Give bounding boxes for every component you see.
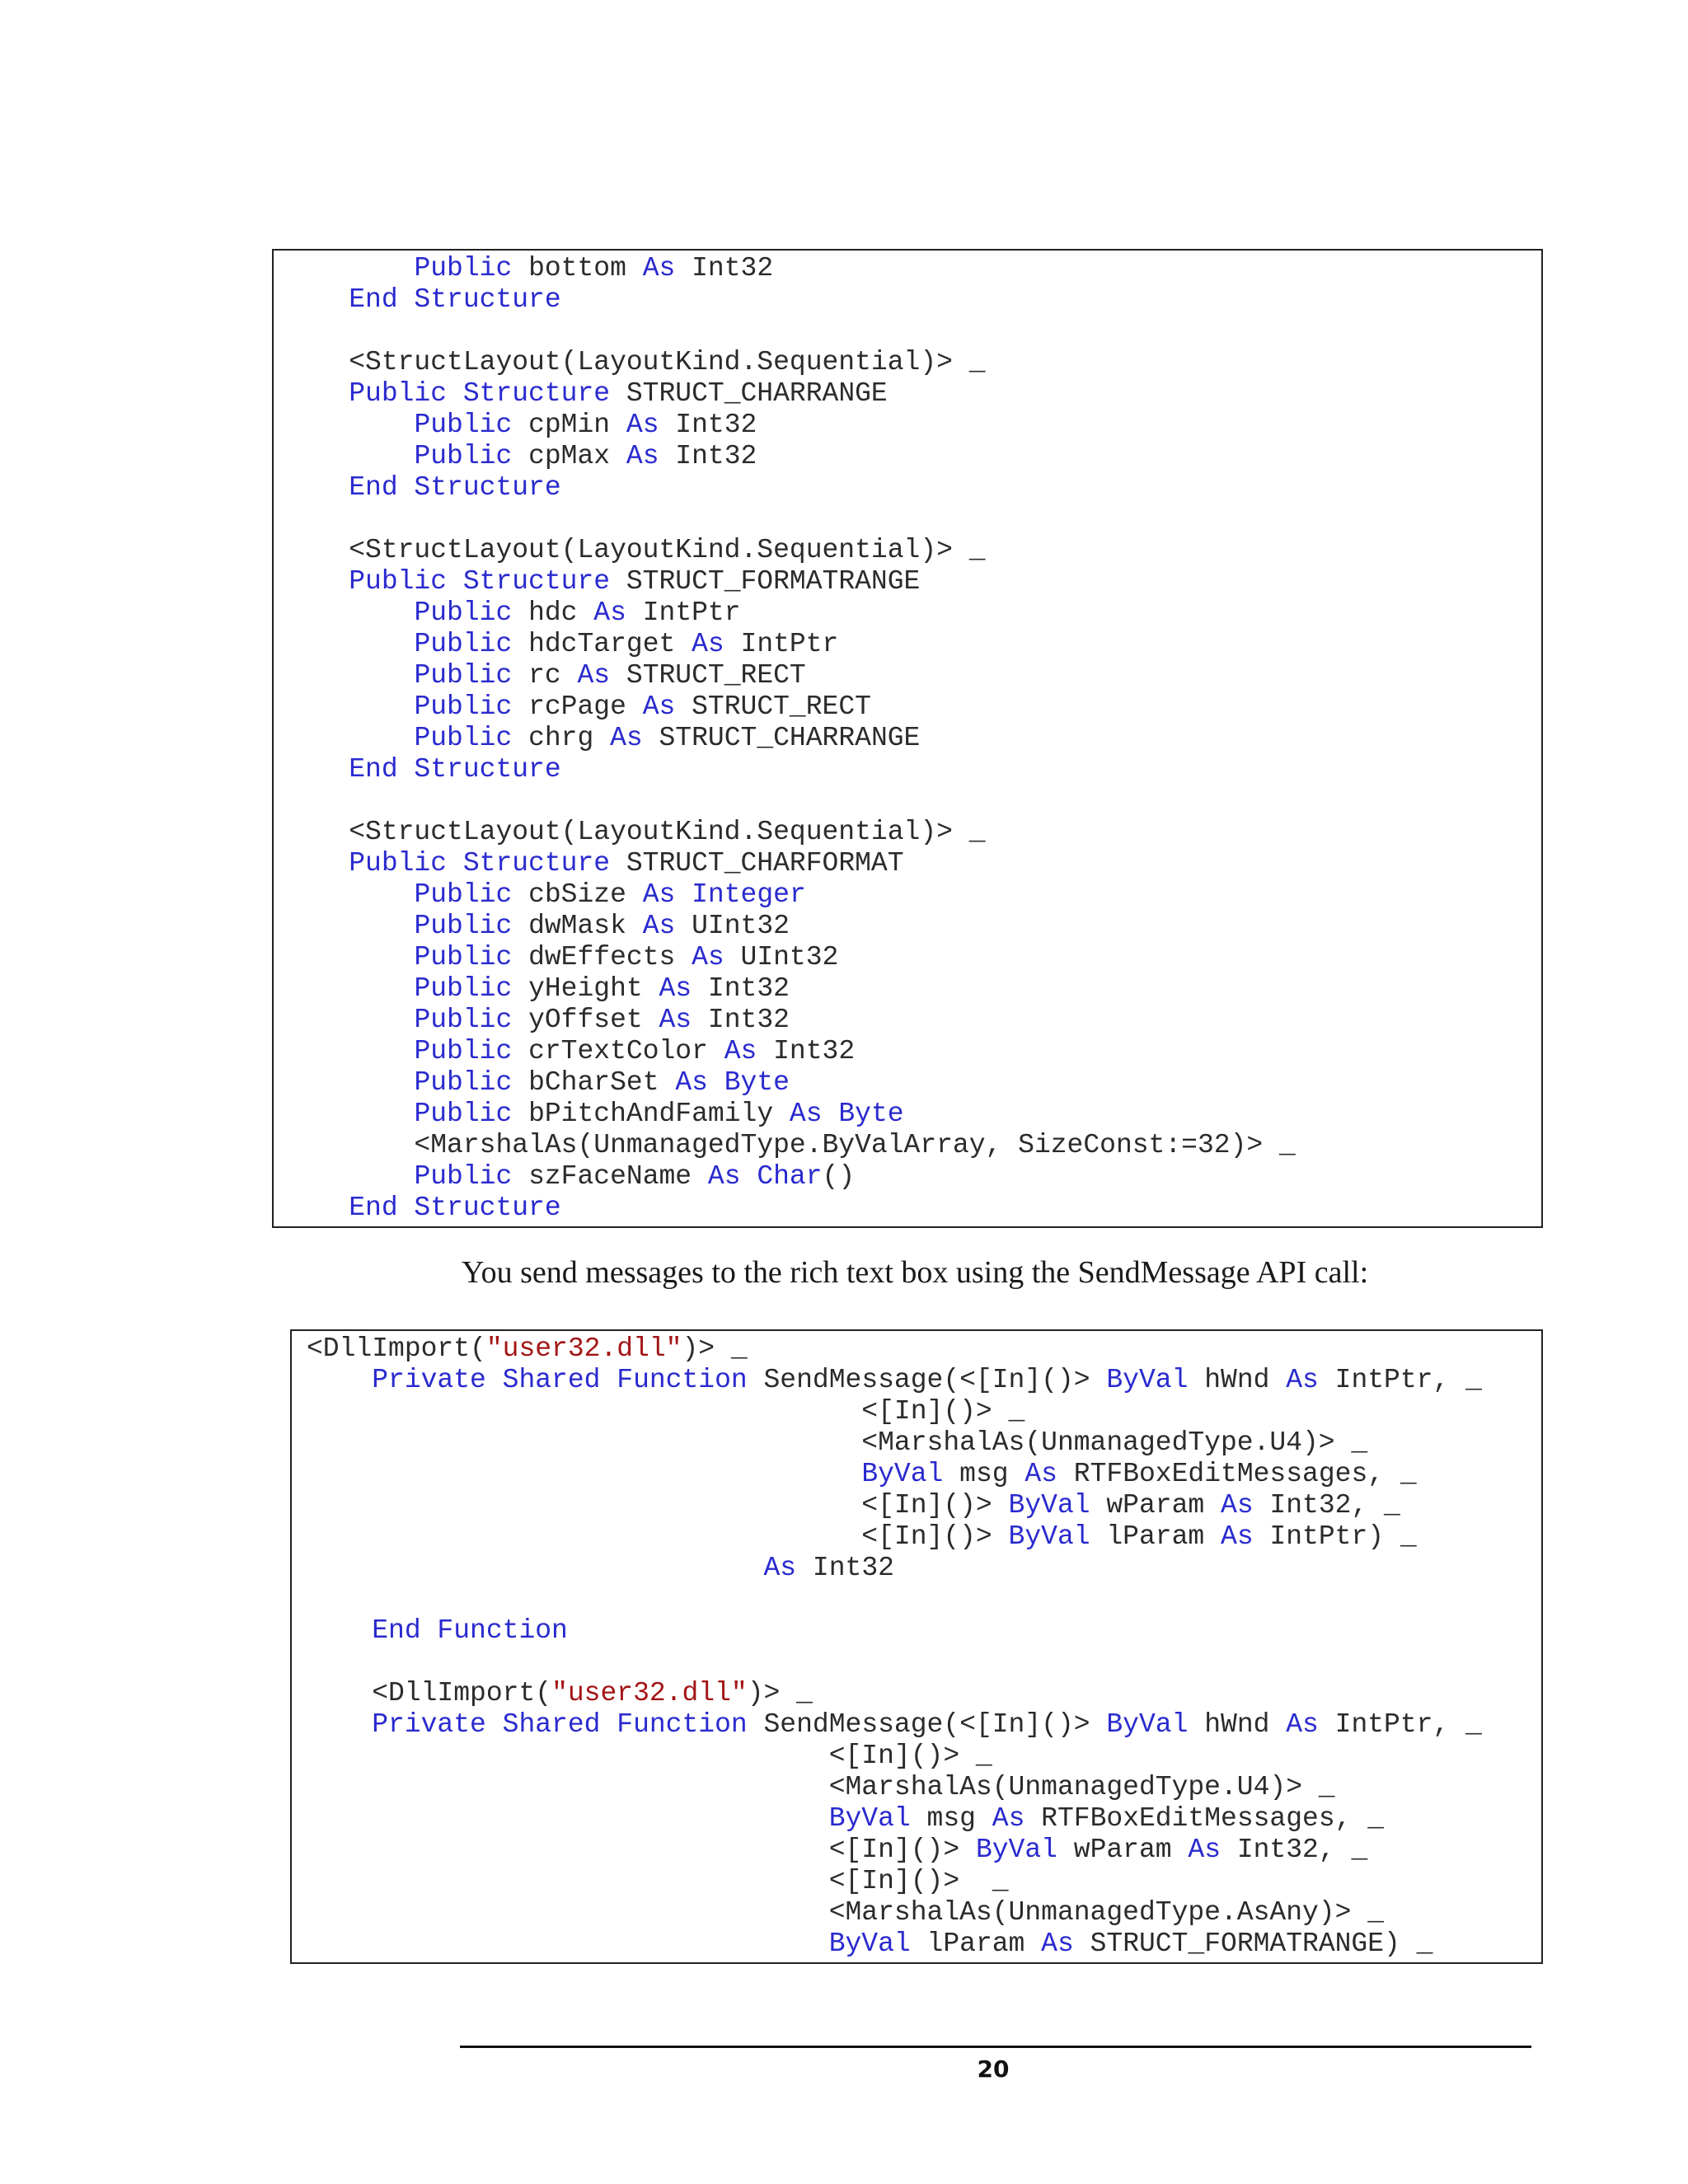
code-token-plain: bPitchAndFamily bbox=[512, 1099, 790, 1129]
code-line bbox=[284, 911, 1296, 942]
code-token-plain: <StructLayout(LayoutKind.Sequential)> _ bbox=[284, 347, 986, 377]
code-token-plain: rcPage bbox=[512, 691, 643, 722]
code-line bbox=[307, 1741, 1482, 1772]
code-token-keyword: As bbox=[593, 598, 626, 628]
code-line bbox=[284, 1099, 1296, 1130]
footer-divider bbox=[460, 2046, 1531, 2048]
code-line bbox=[284, 1005, 1296, 1036]
code-token-keyword: As bbox=[1025, 1459, 1057, 1489]
code-token-keyword: End Structure bbox=[349, 1193, 561, 1223]
code-line bbox=[284, 785, 1296, 817]
code-token-keyword: As bbox=[577, 660, 611, 691]
code-token-plain: STRUCT_CHARRANGE bbox=[610, 378, 888, 409]
code-token-keyword: Public Structure bbox=[349, 848, 611, 879]
code-token-plain bbox=[284, 566, 349, 597]
code-token-plain: crTextColor bbox=[512, 1036, 724, 1066]
code-token-plain: UInt32 bbox=[675, 911, 790, 941]
code-token-plain bbox=[284, 1193, 349, 1223]
code-token-keyword: ByVal bbox=[1106, 1709, 1189, 1740]
code-token-keyword: Public bbox=[414, 1161, 513, 1192]
code-line bbox=[284, 1161, 1296, 1193]
code-token-keyword: Public bbox=[414, 441, 513, 471]
code-token-plain bbox=[284, 1005, 414, 1035]
code-line bbox=[284, 879, 1296, 911]
code-line bbox=[284, 378, 1296, 410]
code-line bbox=[284, 942, 1296, 973]
code-token-keyword: End Structure bbox=[349, 754, 561, 785]
code-token-plain: <StructLayout(LayoutKind.Sequential)> _ bbox=[284, 535, 986, 565]
code-token-keyword: End Structure bbox=[349, 284, 561, 315]
code-line bbox=[284, 566, 1296, 598]
code-token-keyword: ByVal bbox=[1106, 1365, 1189, 1395]
code-token-keyword: Public bbox=[414, 1005, 513, 1035]
code-line bbox=[284, 1067, 1296, 1099]
code-line bbox=[284, 347, 1296, 378]
code-token-plain: <[In]()> bbox=[307, 1835, 976, 1865]
code-line bbox=[307, 1553, 1482, 1584]
code-token-plain bbox=[823, 1099, 839, 1129]
code-token-plain bbox=[307, 1615, 372, 1646]
code-token-plain bbox=[675, 879, 692, 910]
code-line bbox=[284, 410, 1296, 441]
code-line bbox=[307, 1615, 1482, 1647]
code-token-plain: hWnd bbox=[1188, 1709, 1287, 1740]
code-token-plain bbox=[284, 629, 414, 659]
code-token-plain: Int32 bbox=[659, 441, 757, 471]
code-token-plain: lParam bbox=[910, 1929, 1042, 1959]
code-token-plain: bottom bbox=[512, 253, 643, 284]
code-token-plain: <MarshalAs(UnmanagedType.U4)> _ bbox=[307, 1427, 1368, 1458]
code-token-plain: <[In]()> bbox=[307, 1521, 1009, 1552]
code-token-keyword: Public bbox=[414, 691, 513, 722]
code-token-type: Byte bbox=[724, 1067, 790, 1098]
code-listing-sendmessage bbox=[290, 1329, 1543, 1964]
code-token-keyword: Public bbox=[414, 723, 513, 753]
code-token-plain: SendMessage(<[In]()> bbox=[747, 1709, 1107, 1740]
code-line bbox=[307, 1647, 1482, 1678]
code-token-plain bbox=[284, 472, 349, 503]
code-token-plain: dwMask bbox=[512, 911, 643, 941]
code-token-plain: Int32, _ bbox=[1253, 1490, 1400, 1521]
code-line bbox=[284, 472, 1296, 504]
code-token-plain: hdc bbox=[512, 598, 594, 628]
code-token-type: Byte bbox=[838, 1099, 904, 1129]
code-token-plain: <StructLayout(LayoutKind.Sequential)> _ bbox=[284, 817, 986, 847]
code-line bbox=[284, 723, 1296, 754]
code-token-plain: dwEffects bbox=[512, 942, 692, 972]
code-token-plain: <MarshalAs(UnmanagedType.AsAny)> _ bbox=[307, 1897, 1385, 1928]
code-token-keyword: ByVal bbox=[975, 1835, 1057, 1865]
code-token-plain: IntPtr bbox=[724, 629, 839, 659]
code-token-plain: <DllImport( bbox=[307, 1333, 486, 1364]
code-line bbox=[284, 1036, 1296, 1067]
code-token-keyword: Public bbox=[414, 410, 513, 440]
page-number: 20 bbox=[977, 2055, 1010, 2083]
code-line bbox=[284, 535, 1296, 566]
code-token-keyword: As bbox=[675, 1067, 708, 1098]
code-token-keyword: Public Structure bbox=[349, 378, 611, 409]
code-token-plain: STRUCT_CHARRANGE bbox=[642, 723, 921, 753]
code-line bbox=[284, 441, 1296, 472]
code-line bbox=[307, 1709, 1482, 1741]
code-line bbox=[284, 754, 1296, 785]
code-token-plain: <[In]()> bbox=[307, 1490, 1009, 1521]
code-token-keyword: As bbox=[1221, 1490, 1254, 1521]
code-token-plain: cbSize bbox=[512, 879, 643, 910]
code-token-plain: cpMin bbox=[512, 410, 626, 440]
code-token-keyword: Private Shared Function bbox=[372, 1709, 748, 1740]
code-token-plain: () bbox=[822, 1161, 856, 1192]
code-token-plain: yOffset bbox=[512, 1005, 659, 1035]
code-token-plain: STRUCT_RECT bbox=[610, 660, 806, 691]
code-line bbox=[284, 1130, 1296, 1161]
code-token-keyword: End Structure bbox=[349, 472, 561, 503]
code-token-plain bbox=[284, 1099, 414, 1129]
code-token-plain: STRUCT_RECT bbox=[675, 691, 871, 722]
code-token-plain: Int32 bbox=[757, 1036, 856, 1066]
code-line bbox=[307, 1772, 1482, 1803]
code-line bbox=[307, 1929, 1482, 1960]
code-line bbox=[307, 1427, 1482, 1459]
code-line bbox=[284, 253, 1296, 284]
code-token-keyword: ByVal bbox=[1008, 1521, 1090, 1552]
code-token-plain bbox=[284, 911, 414, 941]
body-paragraph: You send messages to the rich text box using the SendMessage API call: bbox=[462, 1255, 1369, 1290]
code-token-type: Char bbox=[757, 1161, 823, 1192]
code-line bbox=[307, 1459, 1482, 1490]
code-token-plain: cpMax bbox=[512, 441, 626, 471]
code-token-plain bbox=[284, 691, 414, 722]
code-line bbox=[284, 848, 1296, 879]
code-token-keyword: As bbox=[626, 410, 659, 440]
code-token-keyword: As bbox=[659, 1005, 692, 1035]
code-token-plain bbox=[284, 253, 414, 284]
code-token-plain: IntPtr, _ bbox=[1318, 1365, 1482, 1395]
code-token-plain: STRUCT_FORMATRANGE bbox=[610, 566, 921, 597]
code-token-plain bbox=[284, 754, 349, 785]
code-token-plain: Int32 bbox=[692, 973, 790, 1004]
code-token-keyword: Public bbox=[414, 598, 513, 628]
code-line bbox=[307, 1333, 1482, 1365]
code-token-plain: IntPtr bbox=[626, 598, 741, 628]
code-token-keyword: Public bbox=[414, 1036, 513, 1066]
code-token-keyword: Public bbox=[414, 911, 513, 941]
code-token-plain: msg bbox=[910, 1803, 992, 1834]
code-token-plain bbox=[307, 1365, 372, 1395]
code-token-plain: )> _ bbox=[747, 1678, 813, 1708]
code-line bbox=[307, 1897, 1482, 1929]
code-token-plain: wParam bbox=[1090, 1490, 1221, 1521]
code-token-plain bbox=[307, 1459, 861, 1489]
code-token-plain: szFaceName bbox=[512, 1161, 708, 1192]
code-token-keyword: Public bbox=[414, 1099, 513, 1129]
code-token-plain: UInt32 bbox=[724, 942, 839, 972]
code-token-plain bbox=[284, 879, 414, 910]
code-token-keyword: Public Structure bbox=[349, 566, 611, 597]
code-line bbox=[284, 629, 1296, 660]
code-token-plain: msg bbox=[943, 1459, 1025, 1489]
code-token-plain: chrg bbox=[512, 723, 611, 753]
code-token-plain bbox=[307, 1553, 764, 1583]
code-token-string: "user32.dll" bbox=[551, 1678, 748, 1708]
code-token-keyword: As bbox=[626, 441, 659, 471]
code-token-plain: <MarshalAs(UnmanagedType.ByValArray, SizeConst:=32)> _ bbox=[284, 1130, 1296, 1160]
code-token-plain: SendMessage(<[In]()> bbox=[747, 1365, 1107, 1395]
code-token-plain bbox=[284, 660, 414, 691]
code-token-keyword: As bbox=[642, 691, 676, 722]
code-token-plain bbox=[284, 942, 414, 972]
code-token-plain: STRUCT_FORMATRANGE) _ bbox=[1073, 1929, 1433, 1959]
code-token-keyword: As bbox=[992, 1803, 1025, 1834]
code-token-plain bbox=[284, 441, 414, 471]
code-token-keyword: Public bbox=[414, 253, 513, 284]
code-token-keyword: As bbox=[692, 942, 724, 972]
code-line bbox=[307, 1365, 1482, 1396]
code-token-plain: <[In]()> _ bbox=[307, 1396, 1025, 1427]
code-listing-structures bbox=[272, 249, 1543, 1228]
code-token-keyword: As bbox=[1188, 1835, 1221, 1865]
code-line bbox=[307, 1678, 1482, 1709]
code-token-plain bbox=[307, 1709, 372, 1740]
code-token-plain: hdcTarget bbox=[512, 629, 692, 659]
code-token-plain bbox=[284, 378, 349, 409]
code-token-keyword: As bbox=[642, 911, 676, 941]
code-token-keyword: As bbox=[610, 723, 643, 753]
code-token-keyword: Public bbox=[414, 942, 513, 972]
code-token-plain: wParam bbox=[1057, 1835, 1189, 1865]
code-token-plain: <[In]()> _ bbox=[307, 1741, 992, 1771]
code-line bbox=[307, 1396, 1482, 1427]
code-token-string: "user32.dll" bbox=[485, 1333, 682, 1364]
code-token-keyword: As bbox=[1286, 1365, 1319, 1395]
code-token-plain: Int32 bbox=[692, 1005, 790, 1035]
code-token-plain bbox=[284, 1161, 414, 1192]
code-line bbox=[307, 1490, 1482, 1521]
code-token-plain bbox=[307, 1803, 829, 1834]
code-token-keyword: Public bbox=[414, 973, 513, 1004]
code-token-plain: )> _ bbox=[682, 1333, 748, 1364]
code-token-keyword: Public bbox=[414, 629, 513, 659]
code-token-keyword: As bbox=[789, 1099, 823, 1129]
code-token-plain bbox=[284, 973, 414, 1004]
code-line bbox=[284, 316, 1296, 347]
code-token-plain: Int32, _ bbox=[1221, 1835, 1368, 1865]
code-token-plain: Int32 bbox=[796, 1553, 894, 1583]
code-line bbox=[307, 1866, 1482, 1897]
code-token-keyword: Public bbox=[414, 660, 513, 691]
code-block bbox=[307, 1333, 1482, 1960]
code-token-plain: <DllImport( bbox=[307, 1678, 552, 1708]
code-token-plain: STRUCT_CHARFORMAT bbox=[610, 848, 904, 879]
code-token-plain: IntPtr, _ bbox=[1318, 1709, 1482, 1740]
code-token-plain: lParam bbox=[1090, 1521, 1221, 1552]
code-token-keyword: As bbox=[724, 1036, 757, 1066]
code-token-plain: hWnd bbox=[1188, 1365, 1287, 1395]
code-token-keyword: As bbox=[1221, 1521, 1254, 1552]
code-token-plain bbox=[741, 1161, 757, 1192]
code-token-type: Integer bbox=[692, 879, 806, 910]
code-token-keyword: As bbox=[692, 629, 724, 659]
code-token-plain bbox=[284, 723, 414, 753]
code-token-keyword: As bbox=[763, 1553, 797, 1583]
code-token-keyword: As bbox=[642, 879, 676, 910]
code-token-plain bbox=[284, 848, 349, 879]
code-token-plain bbox=[284, 598, 414, 628]
code-line bbox=[307, 1521, 1482, 1553]
code-token-keyword: End Function bbox=[372, 1615, 568, 1646]
code-token-keyword: ByVal bbox=[828, 1929, 911, 1959]
code-line bbox=[284, 817, 1296, 848]
code-line bbox=[284, 284, 1296, 316]
code-token-plain bbox=[284, 284, 349, 315]
code-line bbox=[284, 1193, 1296, 1224]
code-token-plain: rc bbox=[512, 660, 578, 691]
code-line bbox=[284, 660, 1296, 691]
code-block bbox=[284, 253, 1296, 1224]
code-line bbox=[284, 973, 1296, 1005]
code-line bbox=[284, 691, 1296, 723]
code-token-keyword: ByVal bbox=[861, 1459, 944, 1489]
code-token-keyword: As bbox=[707, 1161, 741, 1192]
code-token-plain: IntPtr) _ bbox=[1253, 1521, 1417, 1552]
code-token-plain: Int32 bbox=[659, 410, 757, 440]
code-token-plain: <MarshalAs(UnmanagedType.U4)> _ bbox=[307, 1772, 1335, 1802]
code-token-keyword: ByVal bbox=[828, 1803, 911, 1834]
code-line bbox=[307, 1803, 1482, 1835]
code-token-keyword: Public bbox=[414, 1067, 513, 1098]
code-token-plain bbox=[307, 1929, 829, 1959]
code-token-plain: RTFBoxEditMessages, _ bbox=[1057, 1459, 1417, 1489]
code-line bbox=[307, 1584, 1482, 1615]
code-token-keyword: As bbox=[642, 253, 676, 284]
code-line bbox=[307, 1835, 1482, 1866]
code-token-plain bbox=[284, 1067, 414, 1098]
code-token-plain bbox=[284, 410, 414, 440]
code-token-plain: <[In]()> _ bbox=[307, 1866, 1009, 1896]
code-token-keyword: As bbox=[1041, 1929, 1074, 1959]
code-line bbox=[284, 504, 1296, 535]
code-token-keyword: As bbox=[1286, 1709, 1319, 1740]
code-token-plain: yHeight bbox=[512, 973, 659, 1004]
code-token-keyword: Private Shared Function bbox=[372, 1365, 748, 1395]
code-token-keyword: Public bbox=[414, 879, 513, 910]
code-token-plain: RTFBoxEditMessages, _ bbox=[1025, 1803, 1385, 1834]
code-token-keyword: ByVal bbox=[1008, 1490, 1090, 1521]
code-token-keyword: As bbox=[659, 973, 692, 1004]
code-line bbox=[284, 598, 1296, 629]
code-token-plain bbox=[284, 1036, 414, 1066]
code-token-plain: bCharSet bbox=[512, 1067, 676, 1098]
code-token-plain: Int32 bbox=[675, 253, 774, 284]
code-token-plain bbox=[708, 1067, 724, 1098]
